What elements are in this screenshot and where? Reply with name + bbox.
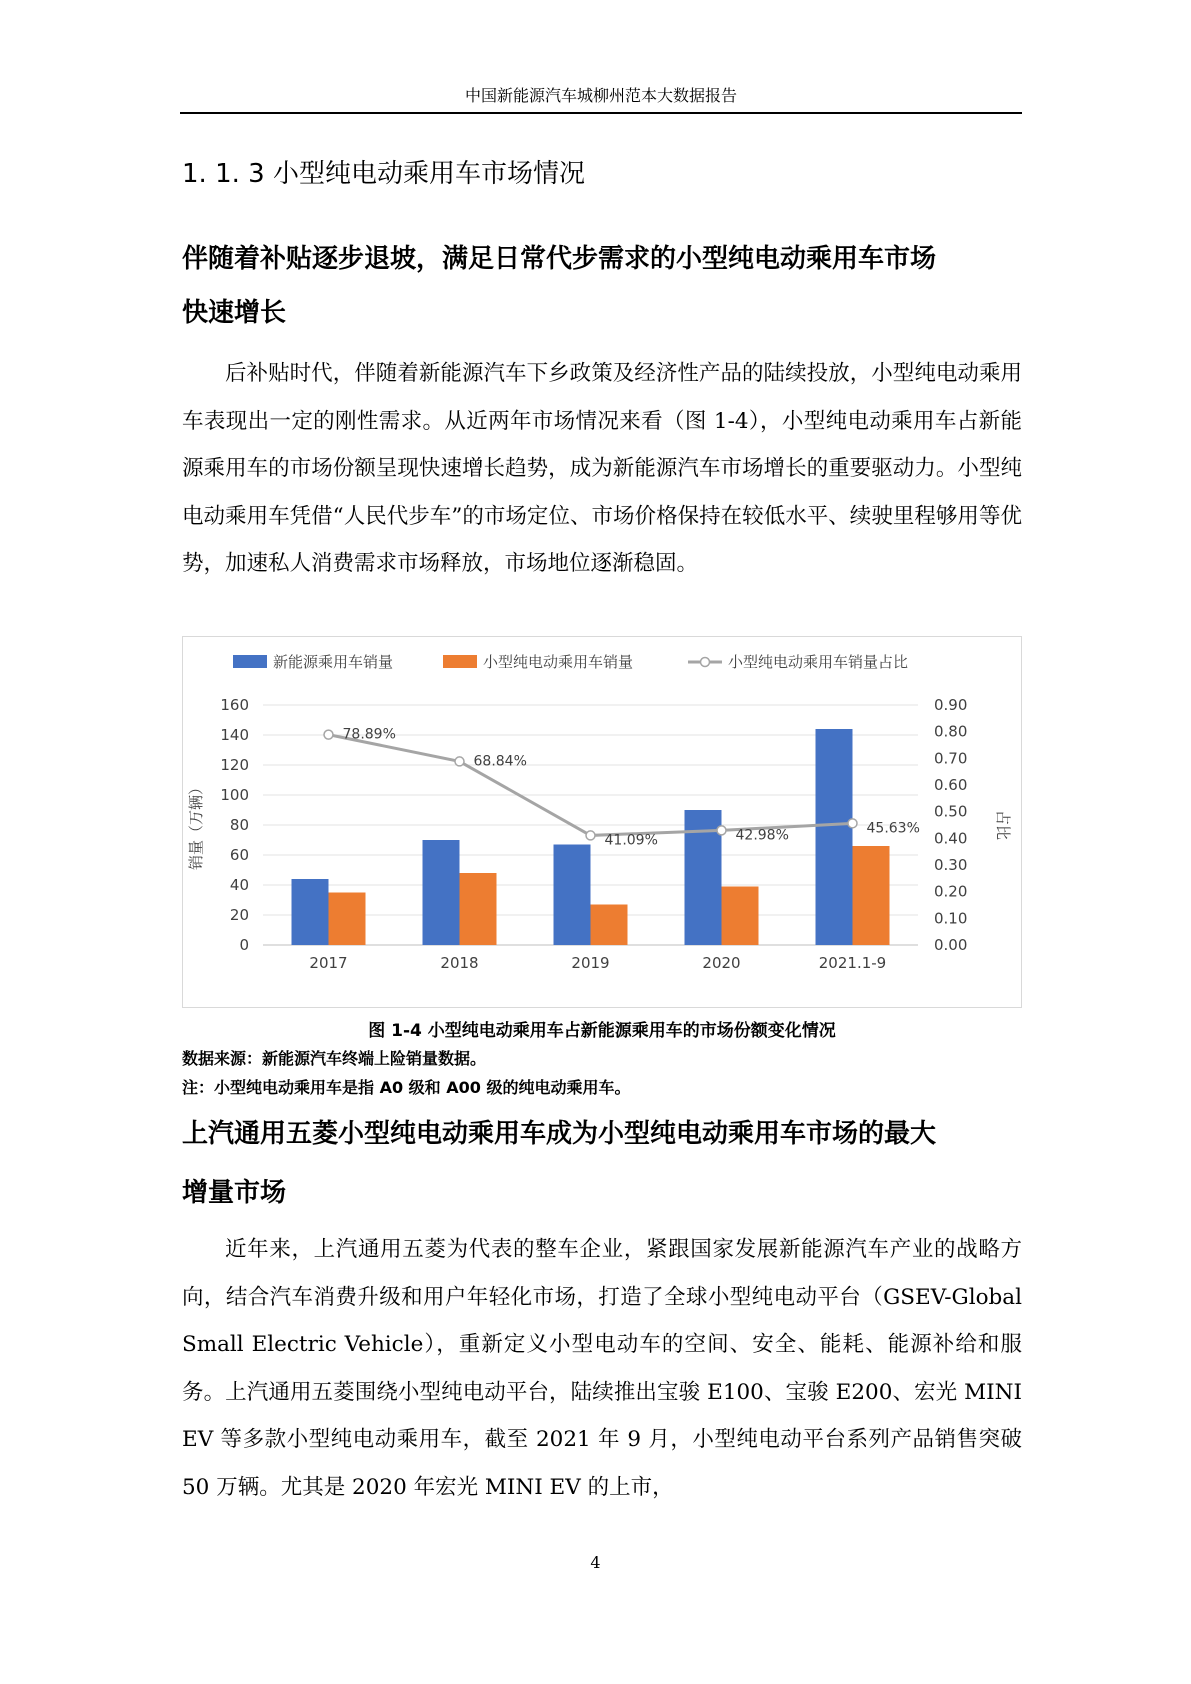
bar-small-ev-sales — [853, 846, 890, 945]
y2-tick-label: 0.90 — [934, 696, 968, 714]
figure-caption: 图 1-4 小型纯电动乘用车占新能源乘用车的市场份额变化情况 — [368, 1021, 836, 1041]
bar-small-ev-sales — [722, 887, 759, 946]
share-data-label: 45.63% — [866, 820, 920, 837]
data-source-note: 数据来源：新能源汽车终端上险销量数据。 — [182, 1049, 487, 1068]
legend-line-marker — [701, 658, 710, 667]
share-data-label: 42.98% — [735, 827, 789, 844]
y2-tick-label: 0.60 — [934, 776, 968, 794]
y2-tick-label: 0.20 — [934, 882, 968, 901]
bar-small-ev-sales — [329, 893, 366, 946]
share-point — [586, 831, 595, 840]
y2-tick-label: 0.80 — [934, 722, 968, 741]
y-tick-label: 80 — [229, 816, 249, 834]
y-tick-label: 40 — [229, 876, 249, 894]
bar-nev-sales — [423, 840, 460, 945]
paragraph-1: 后补贴时代，伴随着新能源汽车下乡政策及经济性产品的陆续投放，小型纯电动乘用车表现出一定的刚性需求。从近两年市场情况来看（图 1-4），小型纯电动乘用车占新能源乘用车的市场份额呈现快速增长趋势，成为新能源汽车市场增长的重要驱动力。小型纯电动乘用车凭借“人民代步车”的市场定位、市场价格保持在较低水平、续驶里程够用等优势，加速私人消费需求市场释放，市场地位逐渐稳固。 — [182, 361, 1022, 577]
y-tick-label: 100 — [220, 786, 249, 804]
share-point — [324, 730, 333, 739]
page-header: 中国新能源汽车城柳州范本大数据报告 — [180, 84, 1022, 114]
share-data-label: 41.09% — [604, 832, 658, 849]
bar-small-ev-sales — [591, 905, 628, 946]
page-number: 4 — [590, 1553, 601, 1572]
y-tick-label: 60 — [229, 846, 249, 864]
y2-axis-title: 占比 — [994, 809, 1012, 841]
y-tick-label: 0 — [239, 936, 249, 954]
x-tick-label: 2017 — [309, 954, 348, 972]
y-tick-label: 120 — [220, 756, 249, 774]
bar-nev-sales — [292, 879, 329, 945]
y2-tick-label: 0.30 — [934, 856, 968, 874]
y2-tick-label: 0.40 — [934, 829, 968, 848]
legend-swatch — [443, 655, 477, 668]
chart-container — [182, 636, 1022, 1008]
bar-nev-sales — [554, 845, 591, 946]
legend-label: 新能源乘用车销量 — [273, 653, 394, 671]
share-data-label: 68.84% — [473, 753, 527, 770]
y2-tick-label: 0.00 — [934, 936, 968, 954]
heading-2-line-1: 上汽通用五菱小型纯电动乘用车成为小型纯电动乘用车市场的最大 — [182, 1119, 937, 1149]
share-line — [329, 735, 853, 836]
y2-tick-label: 0.70 — [934, 749, 968, 768]
footnote: 注：小型纯电动乘用车是指 A0 级和 A00 级的纯电动乘用车。 — [182, 1078, 631, 1097]
paragraph-2: 近年来，上汽通用五菱为代表的整车企业，紧跟国家发展新能源汽车产业的战略方向，结合汽车消费升级和用户年轻化市场，打造了全球小型纯电动平台（GSEV-Global Small Electric Vehicle），重新定义小型电动车的空间、安全、能耗、能源补给和服务。上汽通用五菱围绕小型纯电动平台，陆续推出宝骏 E100、宝骏 E200、宏光 MINI EV 等多款小型纯电动乘用车，截至 2021 年 9 月，小型纯电动平台系列产品销售突破 50 万辆。尤其是 2020 年宏光 MINI EV 的上市， — [182, 1237, 1022, 1500]
y2-tick-label: 0.10 — [934, 909, 968, 928]
share-point — [717, 826, 726, 835]
share-data-label: 78.89% — [342, 726, 396, 743]
section-title: 1. 1. 3 小型纯电动乘用车市场情况 — [182, 159, 585, 189]
bar-small-ev-sales — [460, 873, 497, 945]
share-point — [848, 819, 857, 828]
bar-nev-sales — [816, 729, 853, 945]
heading-2-line-2: 增量市场 — [182, 1178, 287, 1208]
heading-1-line-1: 伴随着补贴逐步退坡，满足日常代步需求的小型纯电动乘用车市场 — [182, 244, 937, 274]
legend-label: 小型纯电动乘用车销量占比 — [728, 653, 909, 671]
y-tick-label: 20 — [229, 906, 249, 924]
x-tick-label: 2021.1-9 — [818, 954, 887, 972]
x-tick-label: 2020 — [702, 954, 741, 972]
market-share-chart — [183, 637, 1023, 1009]
legend-swatch — [233, 655, 267, 668]
y-tick-label: 140 — [220, 726, 249, 744]
heading-1-line-2: 快速增长 — [182, 298, 287, 328]
x-tick-label: 2019 — [571, 954, 610, 972]
x-tick-label: 2018 — [440, 954, 479, 972]
legend-label: 小型纯电动乘用车销量 — [483, 653, 634, 671]
y2-tick-label: 0.50 — [934, 802, 968, 821]
y-axis-title: 销量（万辆） — [187, 779, 205, 871]
share-point — [455, 757, 464, 766]
y-tick-label: 160 — [220, 696, 249, 714]
